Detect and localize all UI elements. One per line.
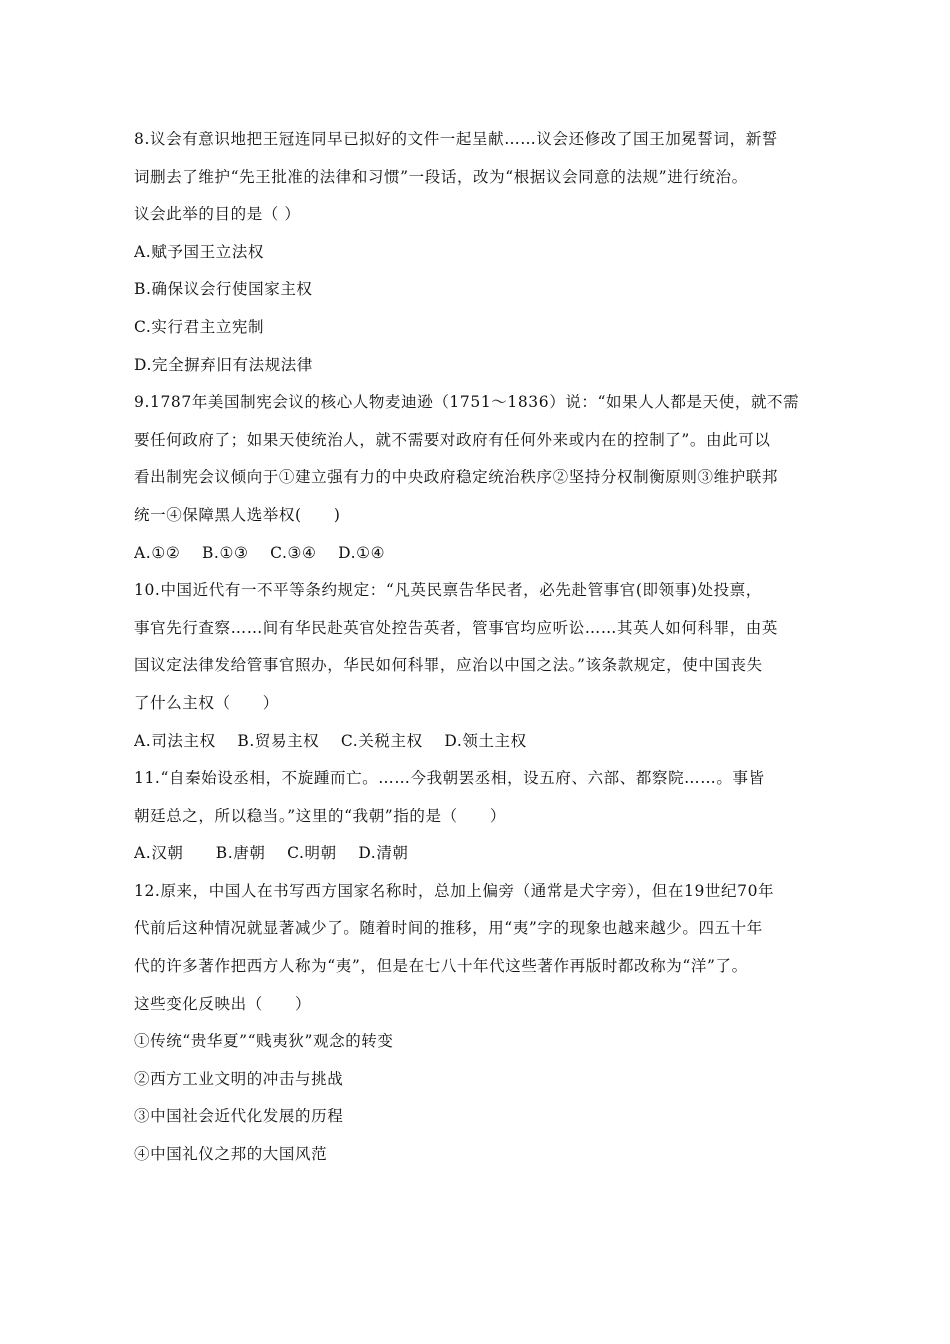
question-11-line-2: 朝廷总之，所以稳当。”这里的“我朝”指的是（ ） [134,806,507,825]
question-11 [134,760,824,873]
question-12-line-4: 这些变化反映出（ ） [134,994,312,1013]
question-11-line-1: 11.“自秦始设丞相，不旋踵而亡。……今我朝罢丞相，设五府、六部、都察院……。事皆 [134,769,765,788]
question-10-line-1: 10.中国近代有一不平等条约规定：“凡英民禀告华民者，必先赴管事官(即领事)处投禀， [134,581,762,600]
question-9-line-1: 9.1787年美国制宪会议的核心人物麦迪逊（1751～1836）说：“如果人人都是天使，就不需 [134,393,800,412]
question-12-option-3: ③中国社会近代化发展的历程 [134,1107,344,1126]
question-8-line-3: 议会此举的目的是（ ） [134,205,301,224]
question-10 [134,572,824,760]
question-9-line-3: 看出制宪会议倾向于①建立强有力的中央政府稳定统治秩序②坚持分权制衡原则③维护联邦 [134,468,779,487]
question-8 [134,121,824,384]
question-9 [134,384,824,572]
question-12-option-2: ②西方工业文明的冲击与挑战 [134,1069,344,1088]
question-10-line-2: 事官先行查察……间有华民赴英官处控告英者，管事官均应听讼……其英人如何科罪，由英 [134,618,779,637]
question-12-option-1: ①传统“贵华夏”“贱夷狄”观念的转变 [134,1032,394,1051]
question-8-line-1: 8.议会有意识地把王冠连同早已拟好的文件一起呈献……议会还修改了国王加冕誓词，新誓 [134,130,778,148]
question-8-line-2: 词删去了维护“先王批准的法律和习惯”一段话，改为“根据议会同意的法规”进行统治。 [134,167,748,186]
question-8-option-d: D.完全摒弃旧有法规法律 [134,355,314,374]
question-9-line-2: 要任何政府了；如果天使统治人，就不需要对政府有任何外来或内在的控制了”。由此可以 [134,430,771,449]
question-8-option-c: C.实行君主立宪制 [134,317,265,336]
question-12-option-4: ④中国礼仪之邦的大国风范 [134,1145,328,1164]
question-10-line-4: 了什么主权（ ） [134,693,279,712]
question-8-option-b: B.确保议会行使国家主权 [134,280,313,299]
question-list [134,121,824,1174]
question-8-option-a: A.赋予国王立法权 [134,242,265,261]
question-12 [134,873,824,1174]
question-12-line-1: 12.原来，中国人在书写西方国家名称时，总加上偏旁（通常是犬字旁），但在19世纪70年 [134,881,775,900]
question-9-options: A.①② B.①③ C.③④ D.①④ [134,543,386,562]
question-10-options: A.司法主权 B.贸易主权 C.关税主权 D.领土主权 [134,731,527,750]
question-12-line-3: 代的许多著作把西方人称为“夷”，但是在七八十年代这些著作再版时都改称为“洋”了。 [134,957,748,976]
question-10-line-3: 国议定法律发给管事官照办，华民如何科罪，应治以中国之法。”该条款规定，使中国丧失 [134,656,763,675]
question-11-options: A.汉朝 B.唐朝 C.明朝 D.清朝 [134,844,409,863]
question-9-line-4: 统一④保障黑人选举权( ) [134,505,341,524]
question-12-line-2: 代前后这种情况就显著减少了。随着时间的推移，用“夷”字的现象也越来越少。四五十年 [134,919,763,938]
